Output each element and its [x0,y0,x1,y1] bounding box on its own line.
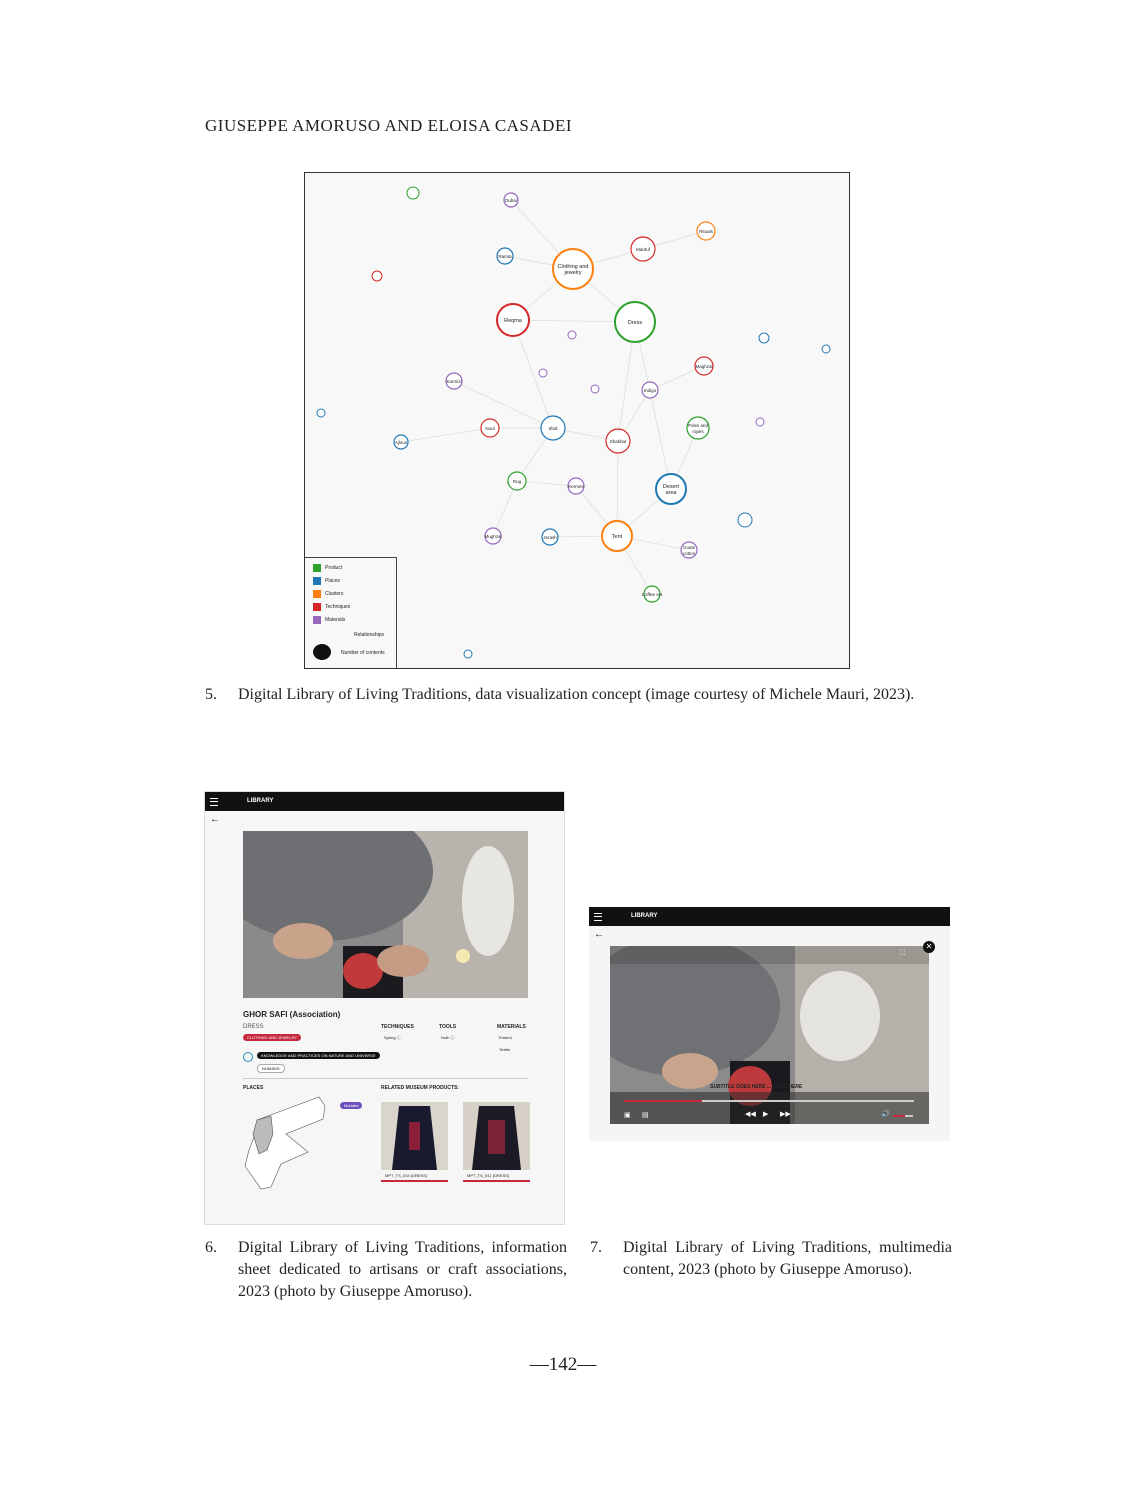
volume-icon[interactable]: 🔊 [881,1111,890,1118]
caption-5 [205,684,950,730]
graph-node[interactable] [822,345,830,353]
running-header: GIUSEPPE AMORUSO AND ELOISA CASADEI [205,116,572,135]
related-heading: RELATED MUSEUM PRODUCTS: [381,1085,459,1091]
unesco-icon [243,1052,253,1062]
graph-node-label: Clothing and [557,264,589,270]
graph-node-label: Shakhat [609,439,627,444]
materials-value: Textile [499,1047,511,1052]
graph-node-label: Ramta [498,254,512,259]
tools-value[interactable]: Nuth ⓘ [441,1035,455,1040]
graph-node-label: Karmizi [446,379,462,384]
artisan-photo [243,831,528,998]
menu-icon[interactable] [210,798,218,806]
graph-node[interactable] [738,513,752,527]
caption-text: Digital Library of Living Traditions, information sheet dedicated to artisans or craft associations, 2023 (photo by Giuseppe Amoruso). [238,1239,567,1300]
graph-node-label: cotton [682,551,696,556]
graph-node-label: Poles and [687,423,709,428]
graph-node-label: Rituals [699,229,713,234]
graph-node-label: Coffee set [641,592,663,597]
forward-icon[interactable]: ▶▶ [780,1111,791,1118]
graph-node-label: jewelry [564,270,582,276]
progress-fill [624,1100,702,1102]
graph-node[interactable] [687,417,709,439]
tag-nomads[interactable]: NOMADS [257,1064,285,1073]
caption-text: Digital Library of Living Traditions, data visualization concept (image courtesy of Michele Mauri, 2023). [238,686,915,703]
techniques-heading: TECHNIQUES [381,1024,414,1030]
graph-node-label: Goats [682,545,696,550]
legend-item: Places [313,577,340,585]
graph-node[interactable] [317,409,325,417]
graph-node-label: Ajloun [394,440,408,445]
product-card-1[interactable] [381,1102,448,1170]
graph-node-label: Irbid [548,426,558,431]
tools-heading: TOOLS [439,1024,457,1030]
divider [243,1078,528,1079]
legend-item: Materials [313,616,345,624]
info-sheet-screenshot [204,791,565,1225]
multimedia-screenshot [589,907,950,1141]
tag-knowledge[interactable]: KNOWLEDGE AND PRACTICES ON NATURE AND UNIVERSE [257,1052,380,1059]
graph-node-label: Tent [611,534,623,540]
graph-node[interactable] [539,369,547,377]
places-tag[interactable]: Madaba [340,1102,362,1109]
places-heading: PLACES [243,1085,264,1091]
graph-node-label: Desert [662,484,680,490]
graph-node-label: Kermes [568,484,584,489]
caption-number: 5. [205,686,217,703]
sheet-subtitle: DRESS [243,1024,264,1030]
graph-node[interactable] [759,333,769,343]
graph-node-label: Maghzal [695,364,713,369]
graph-node-label: Dress [627,320,643,326]
video-player[interactable] [610,946,929,1124]
legend-relationships: Relationships [354,632,385,638]
size-legend-icon [313,644,331,660]
caption-toggle-icon[interactable]: ▣ [624,1112,631,1119]
topbar-title: LIBRARY [247,798,274,804]
network-visualization [304,172,850,669]
legend [305,557,397,668]
caption-number: 6. [205,1239,217,1256]
product-underline [463,1180,530,1182]
topbar [205,792,564,811]
graph-node-label: ropes [692,429,704,434]
graph-node-label: Dubai [505,198,517,203]
graph-node-label: Mughzal [484,534,502,539]
back-arrow-icon[interactable]: ← [210,814,220,825]
legend-item: Product [313,564,342,572]
tag-cluster[interactable]: CLOTHING AND JEWELRY [243,1034,301,1041]
fullscreen-icon[interactable]: ⛶ [900,950,905,957]
page-number: —142— [529,1354,597,1375]
volume-track[interactable] [893,1115,913,1117]
product-label-1: MPT_TS_034 (DRESS) [385,1173,428,1178]
graph-node-label: Nuul [485,426,495,431]
graph-node[interactable] [464,650,472,658]
video-subtitle: SUBTITLE GOES HERE ... GOES HERE [710,1084,803,1090]
graph-node-label: Indigo [643,388,657,393]
graph-node-label: Reqma [504,318,522,324]
sheet-title: GHOR SAFI (Association) [243,1010,341,1019]
graph-node-label: Rug [512,479,522,484]
materials-heading: MATERIALS [497,1024,526,1030]
legend-item: Clusters [313,590,343,598]
legend-item: Techniques [313,603,350,611]
back-arrow-icon[interactable]: ← [594,929,604,940]
product-card-2[interactable] [463,1102,530,1170]
graph-node[interactable] [756,418,764,426]
graph-node-label: area [665,490,677,496]
subtitles-icon[interactable]: ▤ [642,1112,649,1119]
product-label-2: MPT_TS_041 (DRESS) [467,1173,510,1178]
menu-icon[interactable] [594,913,602,921]
progress-track[interactable] [624,1100,914,1102]
graph-edge [401,428,490,442]
close-button[interactable]: ✕ [923,941,935,953]
graph-node[interactable] [591,385,599,393]
volume-fill [893,1115,905,1117]
jordan-map [241,1094,361,1190]
graph-node-label: Jerash [543,535,557,540]
graph-node[interactable] [568,331,576,339]
techniques-value[interactable]: Spring ⓘ [384,1035,401,1040]
graph-node[interactable] [372,271,382,281]
caption-number: 7. [590,1239,602,1256]
graph-node[interactable] [407,187,419,199]
product-underline [381,1180,448,1182]
play-icon[interactable]: ▶ [763,1111,769,1118]
legend-size: Number of contents [341,650,385,656]
caption-text: Digital Library of Living Traditions, multimedia content, 2023 (photo by Giuseppe Amoruso). [623,1239,952,1278]
topbar [589,907,950,926]
materials-value: Embroi. [499,1035,513,1040]
topbar-title: LIBRARY [631,913,658,919]
graph-node-label: Marduf [635,247,651,252]
caption-6 [205,1237,567,1329]
rewind-icon[interactable]: ◀◀ [745,1111,756,1118]
caption-7 [590,1237,952,1307]
